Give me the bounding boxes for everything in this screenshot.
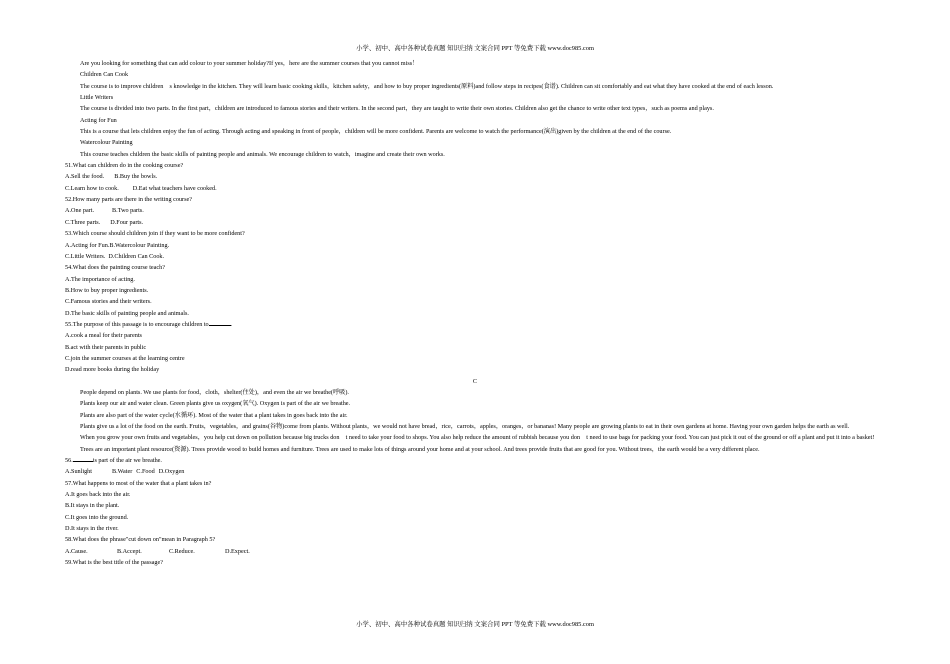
- question-51-stem: 51.What can children do in the cooking course?: [65, 162, 184, 170]
- document-body: [65, 58, 885, 568]
- page-header: 小学、初中、高中各种试卷真题 知识归纳 文案合同 PPT 等免费下载 www.doc985.com: [356, 45, 594, 52]
- q56-answer-blank: [73, 455, 93, 462]
- course-title-cooking: Children Can Cook: [80, 71, 129, 79]
- question-52-stem: 52.How many parts are there in the writing course?: [65, 196, 192, 204]
- question-51-options-row1: [65, 171, 885, 182]
- question-56-stem: [65, 455, 885, 466]
- course-title-painting: Watercolour Painting: [80, 139, 133, 147]
- course-text-writing: The course is divided into two parts. In the first part，children are introduced to famous stories and their writers. In the second part，they are taught to write their own stories. Children also get the chance to write other text types，such as poems and plays.: [80, 105, 714, 113]
- q58-option-c: C.Reduce.: [169, 547, 195, 555]
- question-56-options: [65, 466, 885, 477]
- question-53-stem: 53.Which course should children join if they want to be more confident?: [65, 230, 245, 238]
- question-54-stem: 54.What does the painting course teach?: [65, 264, 165, 272]
- q57-option-c: C.It goes into the ground.: [65, 513, 129, 521]
- q52-option-d: D.Four parts.: [110, 218, 144, 226]
- q55-option-d: D.read more books during the holiday: [65, 366, 160, 374]
- section-c-heading: C: [472, 377, 478, 385]
- course-text-acting: This is a course that lets children enjoy the fun of acting. Through acting and speaking in front of people，children will be more confident. Parents are welcome to watch the performance(演出)given by the children at the end of the course.: [80, 128, 672, 136]
- passage-c-paragraph-6: Trees are an important plant resource(资源). Trees provide wood to build homes and furniture. Trees are used to make lots of things around your home and at your school. And trees provide fruits that are good for you. Without trees，the earth would be a very different place.: [80, 445, 760, 453]
- q56-number: 56.: [65, 457, 73, 465]
- question-53-options-row2: [65, 251, 885, 262]
- q57-option-b: B.It stays in the plant.: [65, 502, 120, 510]
- question-53-options-row1: [65, 240, 885, 251]
- q56-option-a: A.Sunlight: [65, 468, 92, 476]
- q51-option-a: A.Sell the food.: [65, 173, 105, 181]
- q51-option-c: C.Learn how to cook.: [65, 184, 119, 192]
- passage-c-paragraph-3: Plants are also part of the water cycle(水循环). Most of the water that a plant takes in goes back into the air.: [80, 411, 348, 419]
- q56-option-d: D.Oxygen: [158, 468, 185, 476]
- course-text-cooking: The course is to improve children s knowledge in the kitchen. They will learn basic cooking skills，kitchen safety，and how to buy proper ingredients(原料)and follow steps in recipes(食谱). Children can sit comfortably and eat what they have cooked at the end of each lesson.: [80, 82, 774, 90]
- q55-stem-end: .: [230, 320, 233, 328]
- q58-option-a: A.Cause.: [65, 547, 88, 555]
- q55-stem-text: 55.The purpose of this passage is to encourage children to: [65, 320, 209, 328]
- q52-option-b: B.Two parts.: [112, 207, 144, 215]
- q52-option-a: A.One part.: [65, 207, 95, 215]
- q53-option-c: C.Little Writers.: [65, 252, 106, 260]
- q51-option-d: D.Eat what teachers have cooked.: [132, 184, 217, 192]
- q56-stem-text: is part of the air we breathe.: [92, 457, 162, 465]
- passage-b-intro: Are you looking for something that can add colour to your summer holiday?If yes，here are the summer courses that you cannot miss！: [80, 60, 419, 67]
- question-58-options: [65, 546, 885, 557]
- passage-c-paragraph-4: Plants give us a lot of the food on the earth. Fruits，vegetables，and grains(谷物)come from plants. Without plants，we would not have bread，rice，carrots，apples，oranges，or bananas! Many people are growing plants to eat in their own gardens at home. Having your own garden helps the earth as well.: [80, 423, 850, 430]
- course-text-painting: This course teaches children the basic skills of painting people and animals. We encourage children to watch，imagine and create their own works.: [80, 150, 445, 158]
- q53-option-a: A.Acting for Fun.: [65, 241, 110, 249]
- q55-option-a: A.cook a meal for their parents: [65, 332, 142, 340]
- q58-option-b: B.Accept.: [117, 547, 142, 555]
- q57-option-a: A.It goes back into the air.: [65, 491, 131, 499]
- q54-option-c: C.Famous stories and their writers.: [65, 298, 152, 306]
- q55-answer-blank: [209, 319, 231, 326]
- q55-option-c: C.join the summer courses at the learning centre: [65, 354, 185, 362]
- q56-option-b: B.Water: [112, 468, 133, 476]
- q51-option-b: B.Buy the bowls.: [114, 173, 158, 181]
- page-footer: 小学、初中、高中各种试卷真题 知识归纳 文案合同 PPT 等免费下载 www.doc985.com: [356, 621, 594, 628]
- q54-option-d: D.The basic skills of painting people and animals.: [65, 309, 189, 317]
- q53-option-d: D.Children Can Cook.: [108, 252, 165, 260]
- course-title-writing: Little Writers: [80, 94, 114, 102]
- course-title-acting: Acting for Fun: [80, 116, 117, 124]
- question-51-options-row2: [65, 183, 885, 194]
- question-57-stem: 57.What happens to most of the water that a plant takes in?: [65, 479, 212, 487]
- passage-c-paragraph-5: When you grow your own fruits and vegetables，you help cut down on pollution because big trucks don t need to take your food to shops. You also help reduce the amount of rubbish because you don t need to use bags for packing your food. You can just pick it out of the ground or off a plant and put it into a basket!: [80, 434, 875, 442]
- q58-option-d: D.Expect.: [225, 547, 250, 555]
- q56-option-c: C.Food: [136, 468, 155, 476]
- passage-c-paragraph-2: Plants keep our air and water clean. Green plants give us oxygen(氧气). Oxygen is part of the air we breathe.: [80, 400, 351, 408]
- q52-option-c: C.Three parts.: [65, 218, 101, 226]
- q57-option-d: D.It stays in the river.: [65, 525, 119, 533]
- question-52-options-row2: [65, 217, 885, 228]
- q53-option-b: B.Watercolour Painting.: [109, 241, 170, 249]
- question-58-stem: 58.What does the phrase"cut down on"mean in Paragraph 5?: [65, 536, 216, 544]
- question-59-stem: 59.What is the best title of the passage?: [65, 559, 163, 567]
- q54-option-b: B.How to buy proper ingredients.: [65, 286, 149, 294]
- q55-option-b: B.act with their parents in public: [65, 343, 147, 351]
- q54-option-a: A.The importance of acting.: [65, 275, 135, 283]
- question-55-stem: [65, 319, 885, 330]
- question-52-options-row1: [65, 205, 885, 216]
- passage-c-paragraph-1: People depend on plants. We use plants for food，cloth，shelter(住处)，and even the air we breathe(呼吸).: [80, 388, 349, 396]
